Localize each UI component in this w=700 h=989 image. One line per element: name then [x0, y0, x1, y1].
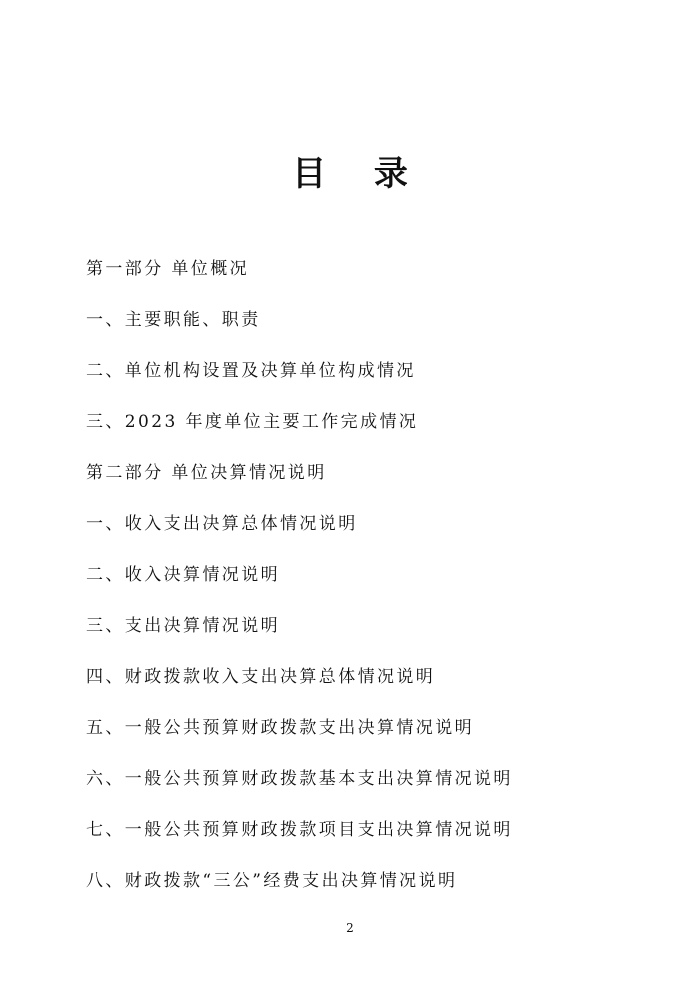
toc-item-fiscal-appropriation-overall: 四、财政拨款收入支出决算总体情况说明	[86, 667, 436, 687]
toc-item-general-budget-expense: 五、一般公共预算财政拨款支出决算情况说明	[86, 718, 474, 738]
toc-item-three-public-expenses: 八、财政拨款“三公”经费支出决算情况说明	[86, 871, 458, 891]
toc-item-annual-work: 三、2023 年度单位主要工作完成情况	[86, 412, 419, 432]
page-number: 2	[346, 921, 354, 935]
toc-item-expense: 三、支出决算情况说明	[86, 616, 280, 636]
toc-item-general-budget-project-expense: 七、一般公共预算财政拨款项目支出决算情况说明	[86, 820, 513, 840]
toc-part-1: 第一部分 单位概况	[86, 259, 250, 279]
table-of-contents	[86, 253, 666, 916]
toc-item-general-budget-basic-expense: 六、一般公共预算财政拨款基本支出决算情况说明	[86, 769, 513, 789]
toc-item-income-expense-overall: 一、收入支出决算总体情况说明	[86, 514, 358, 534]
toc-item-main-functions: 一、主要职能、职责	[86, 310, 261, 330]
toc-item-org-structure: 二、单位机构设置及决算单位构成情况	[86, 361, 416, 381]
toc-item-income: 二、收入决算情况说明	[86, 565, 280, 585]
page-title: 目 录	[292, 154, 426, 194]
toc-part-2: 第二部分 单位决算情况说明	[86, 463, 327, 483]
